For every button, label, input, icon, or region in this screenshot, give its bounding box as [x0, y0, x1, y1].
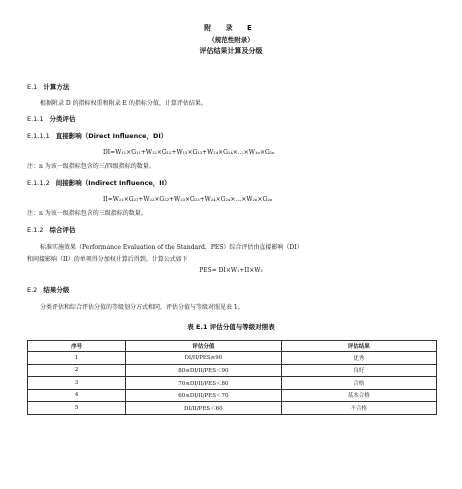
- di-formula: DI=W₁₁×G₁₁+W₁₂×G₁₂+W₁₃×G₁₃+W₁₄×G₁₄×…×W₁ₙ×G₁ₙ: [103, 149, 275, 156]
- section-number: E.1: [27, 83, 38, 91]
- cell-result: 优秀: [281, 352, 436, 365]
- section-e1-intro: 根据附录 D 的指标权重和附录 E 的指标分值，计算评估结果。: [40, 100, 207, 107]
- di-note: 注：n 为该一级指标包含的三/四级指标的数量。: [27, 163, 155, 170]
- cell-score: DI/II/PES≥90: [126, 352, 281, 365]
- table-row: [28, 377, 437, 390]
- table-row: [28, 389, 437, 402]
- section-e2-intro: 分类评估和综合评估分值的等级划分方式相同，评估分值与等级对照见表 1。: [40, 304, 244, 311]
- table-header-row: [28, 341, 437, 352]
- table-row: [28, 352, 437, 365]
- ii-note: 注：n 为该一级指标包含的三级指标的数量。: [27, 210, 147, 217]
- section-title: 综合评估: [49, 226, 76, 234]
- section-title: 分类评估: [49, 115, 76, 123]
- section-title: 结果分级: [43, 286, 70, 294]
- appendix-label: 附 录 E: [204, 24, 258, 32]
- cell-result: 基本合格: [281, 389, 436, 402]
- cell-score: 70≤DI/II/PES＜80: [126, 377, 281, 390]
- section-title: 间接影响（Indirect Influence，II）: [55, 179, 171, 187]
- section-e11-heading: [27, 114, 76, 123]
- ii-formula: II=W₂₁×G₂₁+W₂₂×G₂₂+W₂₃×G₂₃+W₂₄×G₂₄×…×W₂ₙ×G₂ₙ: [103, 196, 273, 203]
- section-e111-heading: [27, 131, 167, 140]
- e12-paragraph-line2: 和间接影响（II）的单项得分加权计算后得到。计算公式如下: [27, 256, 188, 263]
- column-header-score: 评估分值: [126, 341, 281, 352]
- section-title: 直接影响（Direct Influence，DI）: [55, 132, 168, 140]
- column-header-index: 序号: [28, 341, 126, 352]
- cell-result: 合格: [281, 377, 436, 390]
- table-caption: 表 E.1 评估分值与等级对照表: [187, 323, 275, 331]
- cell-result: 不合格: [281, 402, 436, 415]
- cell-index: 5: [28, 402, 126, 415]
- appendix-type: （规范性附录）: [208, 36, 254, 44]
- grading-table: [27, 340, 437, 415]
- cell-result: 良好: [281, 364, 436, 377]
- cell-score: DI/II/PES＜60: [126, 402, 281, 415]
- cell-index: 2: [28, 364, 126, 377]
- appendix-title: 评估结果计算及分级: [199, 47, 263, 55]
- section-number: E.1.1.1: [27, 132, 50, 140]
- cell-index: 3: [28, 377, 126, 390]
- section-e112-heading: [27, 178, 171, 187]
- cell-index: 1: [28, 352, 126, 365]
- pes-formula: PES= DI×W₁+II×W₂: [199, 267, 263, 274]
- cell-score: 80≤DI/II/PES＜90: [126, 364, 281, 377]
- cell-score: 60≤DI/II/PES＜70: [126, 389, 281, 402]
- section-e1-heading: [27, 82, 69, 91]
- section-e2-heading: [27, 285, 69, 294]
- section-title: 计算方法: [43, 83, 70, 91]
- table-row: [28, 364, 437, 377]
- section-number: E.2: [27, 286, 38, 294]
- table-row: [28, 402, 437, 415]
- cell-index: 4: [28, 389, 126, 402]
- section-number: E.1.1: [27, 115, 44, 123]
- section-number: E.1.2: [27, 226, 44, 234]
- section-number: E.1.1.2: [27, 179, 50, 187]
- column-header-result: 评估结果: [281, 341, 436, 352]
- section-e12-heading: [27, 225, 76, 234]
- e12-paragraph-line1: 标准实施效果（Performance Evaluation of the Standard，PES）综合评估由直接影响（DI）: [40, 244, 303, 251]
